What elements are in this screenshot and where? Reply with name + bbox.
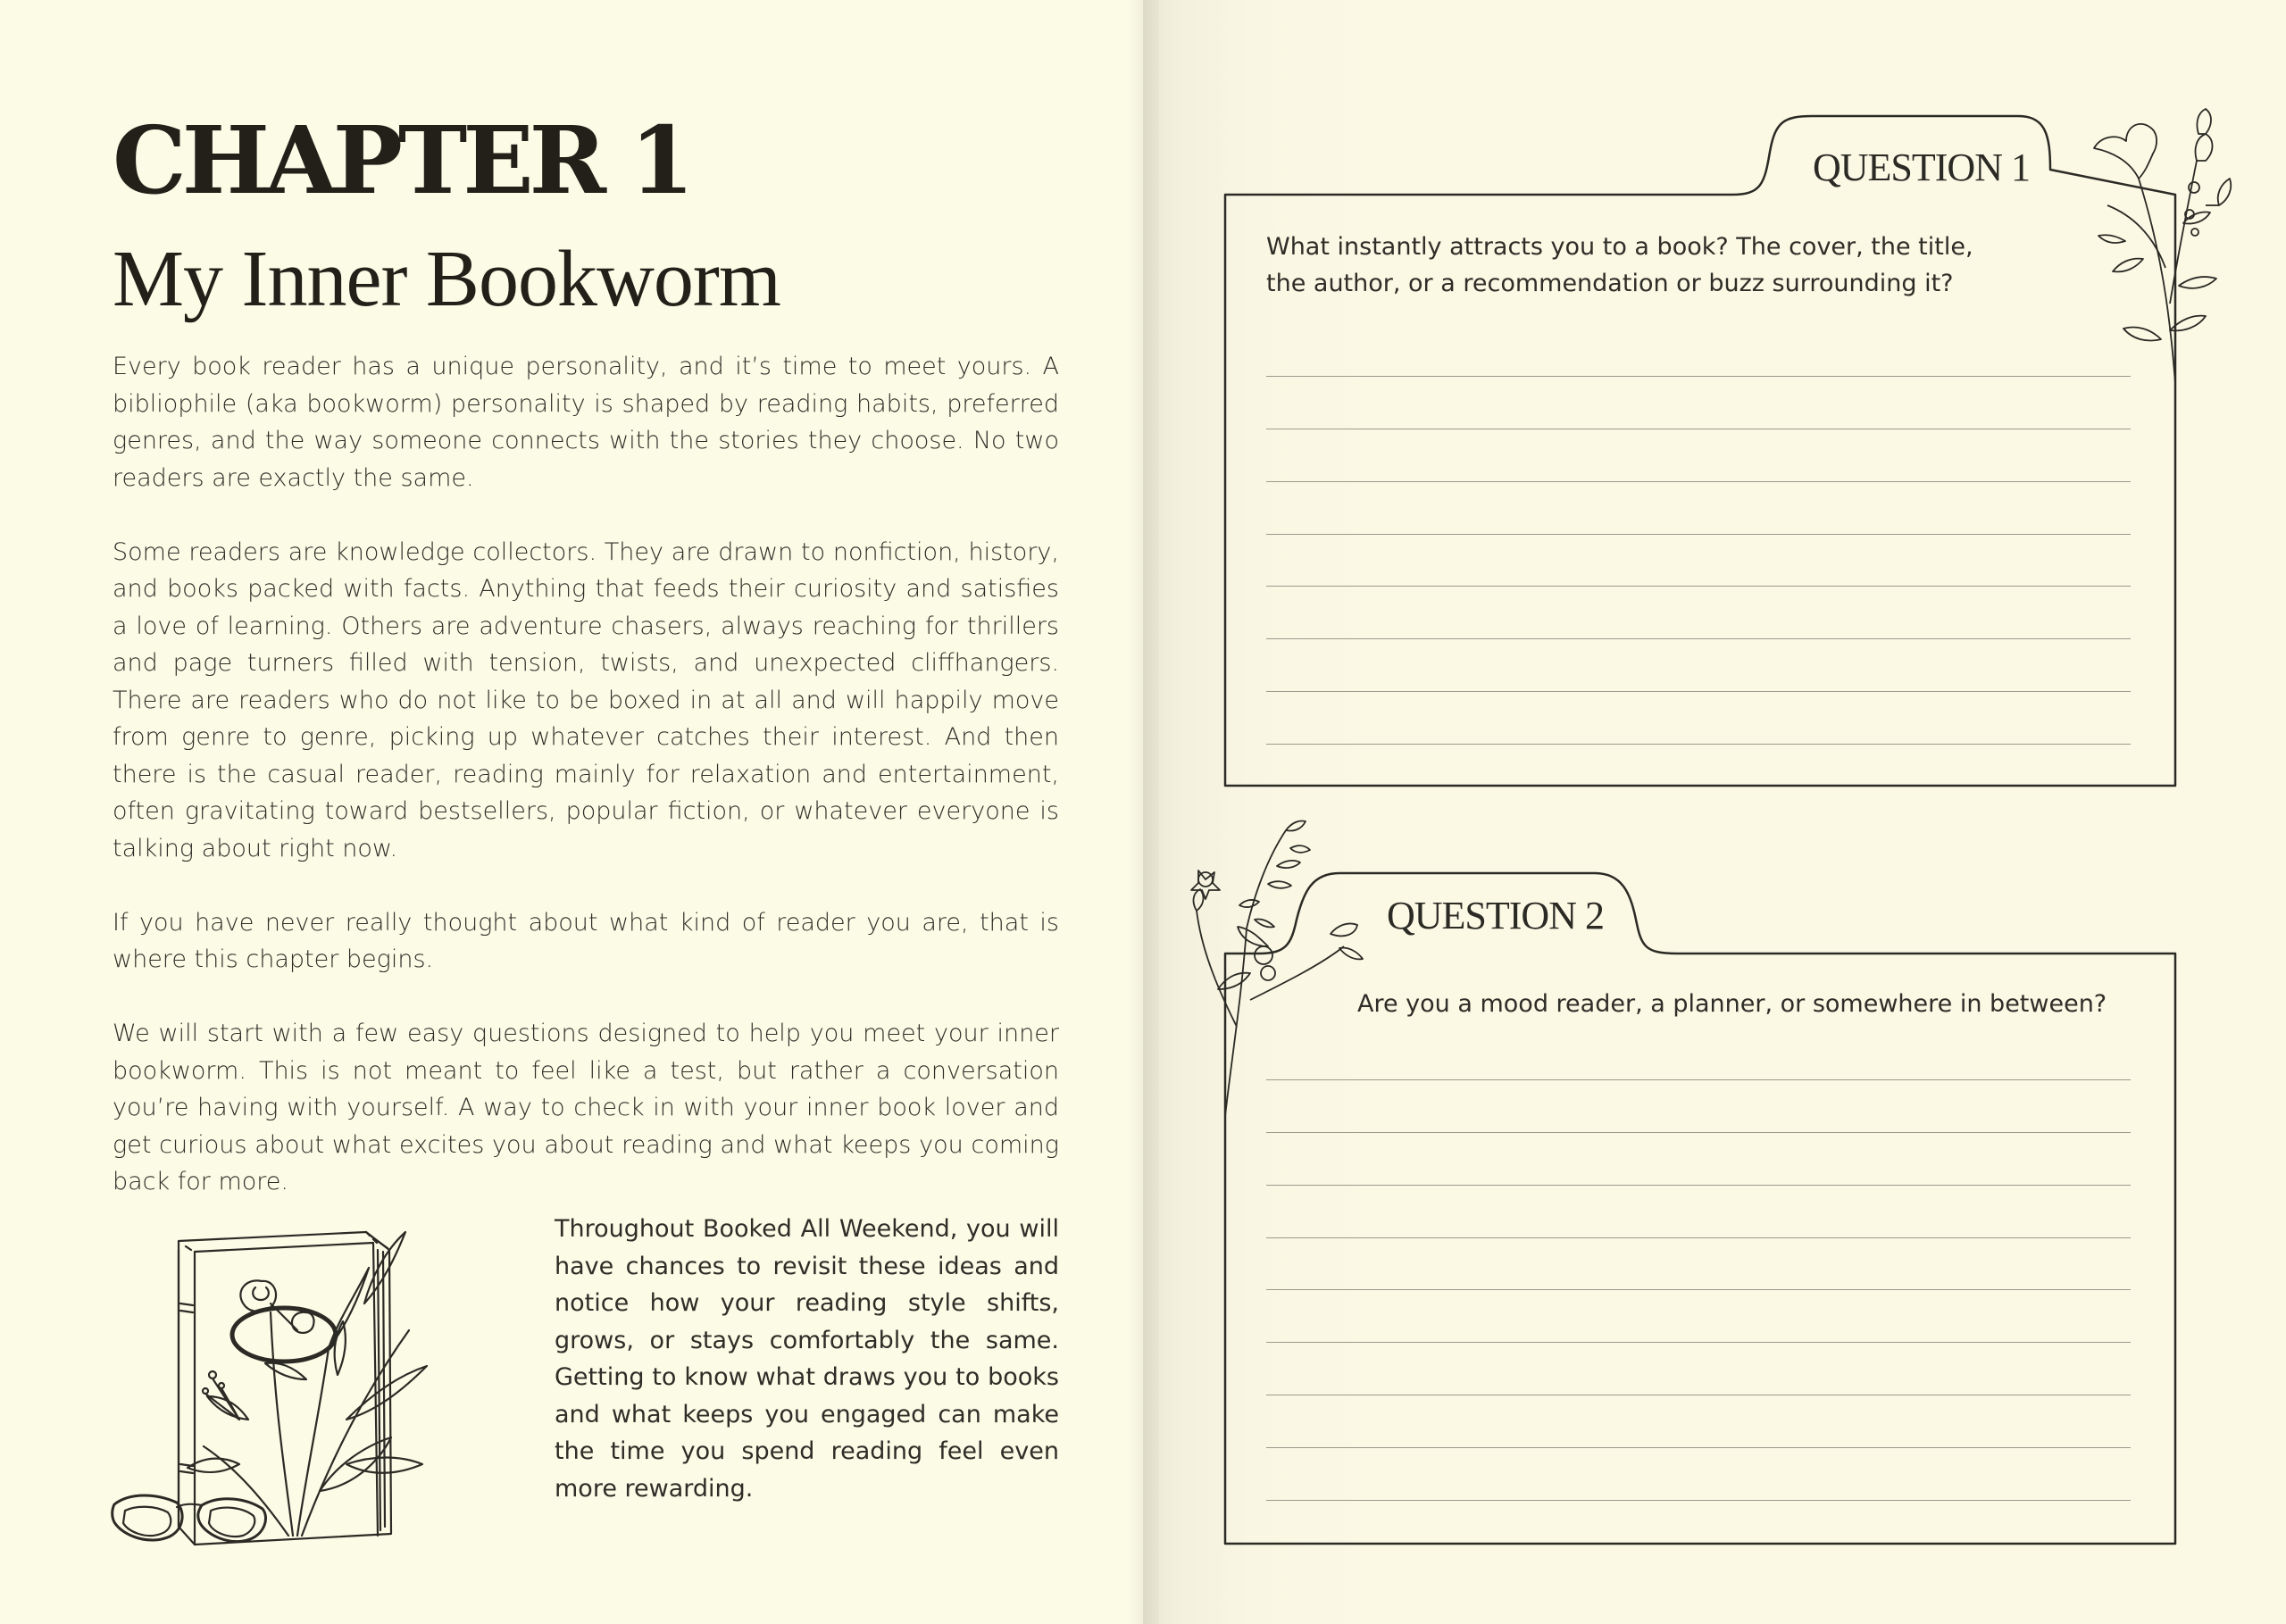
answer-line[interactable]	[1266, 586, 2131, 587]
answer-line[interactable]	[1266, 691, 2131, 692]
chapter-title: My Inner Bookworm	[113, 235, 780, 323]
answer-line[interactable]	[1266, 1132, 2131, 1133]
answer-line[interactable]	[1266, 1185, 2131, 1186]
answer-line[interactable]	[1266, 534, 2131, 535]
question-1-text-line: What instantly attracts you to a book? The cover, the title,	[1266, 233, 1973, 261]
side-paragraph: Throughout Booked All Weekend, you will have chances to revisit these ideas and notice how your reading style shifts, grows, or stays comfortably the same. Getting to know what draws you to books and what keeps you engaged can make the time you spend reading feel even more rewarding.	[555, 1215, 1059, 1503]
paragraph: Some readers are knowledge collectors. They are drawn to nonfiction, history, and books packed with facts. Anything that feeds their curiosity and satisfies a love of learning. Others are adventure chasers, always reaching for thrillers and page turners filled with tension, twists, and unexpected cliffhangers. There are readers who do not like to be boxed in at all and will happily move from genre to genre, picking up whatever catches their interest. And then there is the casual reader, reading mainly for relaxation and entertainment, often gravitating toward bestsellers, popular fiction, or whatever everyone is talking about right now.	[113, 537, 1059, 862]
question-1-label: QUESTION 1	[1813, 146, 2030, 189]
answer-line[interactable]	[1266, 1079, 2131, 1080]
floral-sprig-icon	[2094, 109, 2231, 384]
answer-line[interactable]	[1266, 744, 2131, 745]
paragraph: Every book reader has a unique personality, and it’s time to meet yours. A bibliophile (aka bookworm) personality is shaped by reading habits, preferred genres, and the way someone connects with the stories they choose. No two readers are exactly the same.	[113, 353, 1059, 492]
wildflower-icon	[1191, 820, 1363, 1116]
paragraph: If you have never really thought about what kind of reader you are, that is where this chapter begins.	[113, 908, 1059, 973]
chapter-label: CHAPTER 1	[113, 105, 690, 215]
answer-line[interactable]	[1266, 481, 2131, 482]
answer-line[interactable]	[1266, 1237, 2131, 1238]
answer-line[interactable]	[1266, 1500, 2131, 1501]
paragraph: We will start with a few easy questions designed to help you meet your inner bookworm. This is not meant to feel like a test, but rather a conversation you’re having with yourself. A way to check in with your inner book lover and get curious about what excites you about reading and what keeps you coming back for more.	[113, 1020, 1059, 1195]
question-2-text-line: Are you a mood reader, a planner, or somewhere in between?	[1357, 990, 2107, 1018]
answer-line[interactable]	[1266, 1342, 2131, 1343]
answer-line[interactable]	[1266, 1447, 2131, 1448]
answer-line[interactable]	[1266, 376, 2131, 377]
question-1-text-line: the author, or a recommendation or buzz surrounding it?	[1266, 270, 1954, 297]
question-2-label: QUESTION 2	[1387, 894, 1604, 937]
answer-line[interactable]	[1266, 638, 2131, 639]
answer-line[interactable]	[1266, 1289, 2131, 1290]
